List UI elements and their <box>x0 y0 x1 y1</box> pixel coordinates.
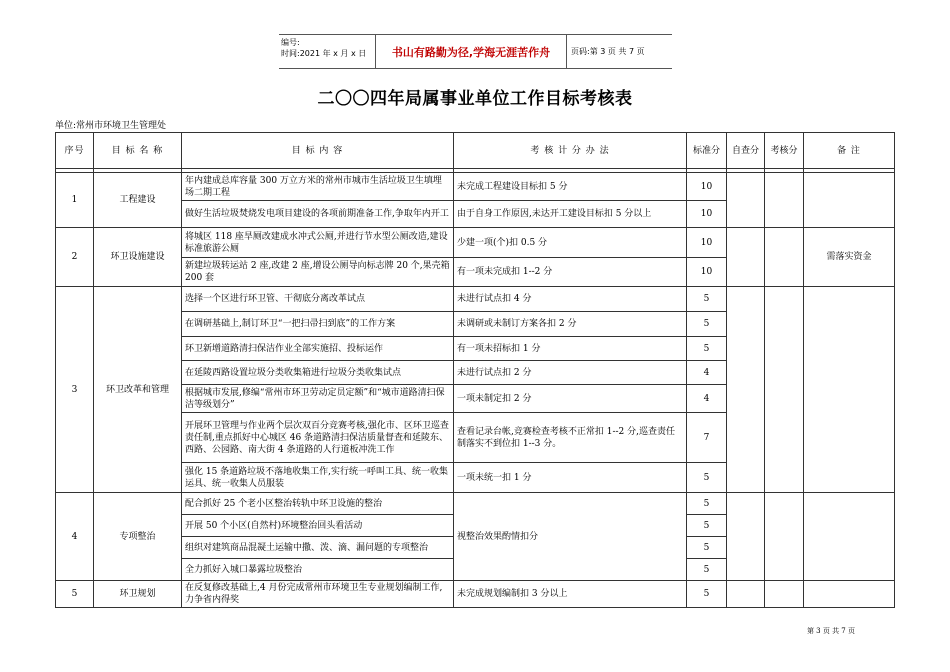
row-self-score <box>727 287 765 493</box>
header-meta <box>279 35 376 68</box>
row-seq: 3 <box>56 287 94 493</box>
row-method: 视整治效果酌情扣分 <box>454 493 687 581</box>
row-score: 10 <box>687 201 727 228</box>
row-score: 5 <box>687 537 727 559</box>
row-method: 未进行试点扣 2 分 <box>454 361 687 385</box>
row-score: 5 <box>687 515 727 537</box>
row-score: 5 <box>687 287 727 312</box>
row-remark <box>804 173 895 228</box>
row-check-score <box>765 173 804 228</box>
row-self-score <box>727 173 765 228</box>
page-footer: 第 3 页 共 7 页 <box>806 627 855 635</box>
row-seq: 4 <box>56 493 94 581</box>
row-score: 7 <box>687 413 727 463</box>
row-score: 10 <box>687 228 727 258</box>
row-check-score <box>765 493 804 581</box>
row-self-score <box>727 228 765 287</box>
row-content: 新建垃圾转运站 2 座,改建 2 座,增设公厕导向标志牌 20 个,果壳箱 200 套 <box>182 258 454 287</box>
unit-label: 单位:常州市环境卫生管理处 <box>55 121 167 131</box>
row-content: 全力抓好入城口暴露垃圾整治 <box>182 559 454 581</box>
row-seq: 2 <box>56 228 94 287</box>
row-content: 在调研基础上,制订环卫“一把扫帚扫到底”的工作方案 <box>182 312 454 337</box>
row-score: 10 <box>687 173 727 201</box>
row-method: 未完成规划编制扣 3 分以上 <box>454 581 687 608</box>
row-content: 将城区 118 座旱厕改建成水冲式公厕,并进行节水型公厕改造,建设标准旅游公厕 <box>182 228 454 258</box>
row-remark <box>804 287 895 493</box>
page-title: 二〇〇四年局属事业单位工作目标考核表 <box>317 89 633 109</box>
row-method: 有一项未招标扣 1 分 <box>454 337 687 361</box>
row-check-score <box>765 287 804 493</box>
row-method: 一项未制定扣 2 分 <box>454 385 687 413</box>
row-method: 由于自身工作原因,未达开工建设目标扣 5 分以上 <box>454 201 687 228</box>
header-motto: 书山有路勤为径,学海无涯苦作舟 <box>376 35 567 68</box>
col-check: 考核分 <box>765 133 804 169</box>
row-score: 5 <box>687 337 727 361</box>
row-content: 开展 50 个小区(自然村)环境整治回头看活动 <box>182 515 454 537</box>
row-content: 年内建成总库容量 300 万立方米的常州市城市生活垃圾卫生填埋场二期工程 <box>182 173 454 201</box>
row-check-score <box>765 581 804 608</box>
table-row <box>56 173 895 201</box>
row-method: 未调研或未制订方案各扣 2 分 <box>454 312 687 337</box>
col-content: 目 标 内 容 <box>182 133 454 169</box>
col-method: 考 核 计 分 办 法 <box>454 133 687 169</box>
row-content: 环卫新增道路清扫保洁作业全部实施招、投标运作 <box>182 337 454 361</box>
row-remark <box>804 493 895 581</box>
row-method: 有一项未完成扣 1--2 分 <box>454 258 687 287</box>
row-score: 4 <box>687 361 727 385</box>
assessment-table <box>55 132 895 608</box>
page-header <box>279 34 672 69</box>
row-score: 5 <box>687 559 727 581</box>
row-self-score <box>727 493 765 581</box>
row-method: 未完成工程建设目标扣 5 分 <box>454 173 687 201</box>
table-row <box>56 581 895 608</box>
row-content: 选择一个区进行环卫管、干彻底分离改革试点 <box>182 287 454 312</box>
col-standard: 标准分 <box>687 133 727 169</box>
row-seq: 5 <box>56 581 94 608</box>
col-name: 目 标 名 称 <box>94 133 182 169</box>
table-row <box>56 287 895 312</box>
row-content: 在反复修改基础上,4 月份完成常州市环境卫生专业规划编制工作,力争省内得奖 <box>182 581 454 608</box>
table-header-row <box>56 133 895 169</box>
row-name: 工程建设 <box>94 173 182 228</box>
row-method: 查看记录台帐,竞赛检查考核不正常扣 1--2 分,巡查责任制落实不到位扣 1--3 分。 <box>454 413 687 463</box>
row-check-score <box>765 228 804 287</box>
col-self: 自查分 <box>727 133 765 169</box>
row-content: 强化 15 条道路垃圾不落地收集工作,实行统一呼叫工具、统一收集运具、统一收集人员服装 <box>182 463 454 493</box>
row-score: 5 <box>687 312 727 337</box>
col-seq: 序号 <box>56 133 94 169</box>
row-content: 根据城市发展,修编“常州市环卫劳动定员定额”和“城市道路清扫保洁等级划分” <box>182 385 454 413</box>
row-remark <box>804 581 895 608</box>
row-remark: 需落实资金 <box>804 228 895 287</box>
row-content: 在延陵西路设置垃圾分类收集箱进行垃圾分类收集试点 <box>182 361 454 385</box>
row-score: 10 <box>687 258 727 287</box>
row-method: 少建一项(个)扣 0.5 分 <box>454 228 687 258</box>
row-content: 组织对建筑商品混凝土运输中撒、泼、滴、漏问题的专项整治 <box>182 537 454 559</box>
row-method: 一项未统一扣 1 分 <box>454 463 687 493</box>
row-score: 5 <box>687 493 727 515</box>
table-row <box>56 228 895 258</box>
row-score: 5 <box>687 463 727 493</box>
row-method: 未进行试点扣 4 分 <box>454 287 687 312</box>
row-content: 做好生活垃圾焚烧发电项目建设的各项前期准备工作,争取年内开工 <box>182 201 454 228</box>
row-score: 4 <box>687 385 727 413</box>
col-remark: 备 注 <box>804 133 895 169</box>
row-name: 环卫规划 <box>94 581 182 608</box>
row-name: 环卫设施建设 <box>94 228 182 287</box>
table-row <box>56 493 895 515</box>
row-name: 环卫改革和管理 <box>94 287 182 493</box>
row-name: 专项整治 <box>94 493 182 581</box>
header-page-info: 页码:第 3 页 共 7 页 <box>571 47 645 56</box>
row-self-score <box>727 581 765 608</box>
number-label: 编号: <box>281 38 300 47</box>
row-content: 配合抓好 25 个老小区整治转轨中环卫设施的整治 <box>182 493 454 515</box>
time-label: 时间:2021 年 x 月 x 日 <box>281 49 367 58</box>
row-score: 5 <box>687 581 727 608</box>
row-seq: 1 <box>56 173 94 228</box>
row-content: 开展环卫管理与作业两个层次双百分竞赛考核,强化市、区环卫巡查责任制,重点抓好中心城区 46 条道路清扫保洁质量督查和延陵东、西路、公园路、南大街 4 条道路的人行道板冲洗工作 <box>182 413 454 463</box>
